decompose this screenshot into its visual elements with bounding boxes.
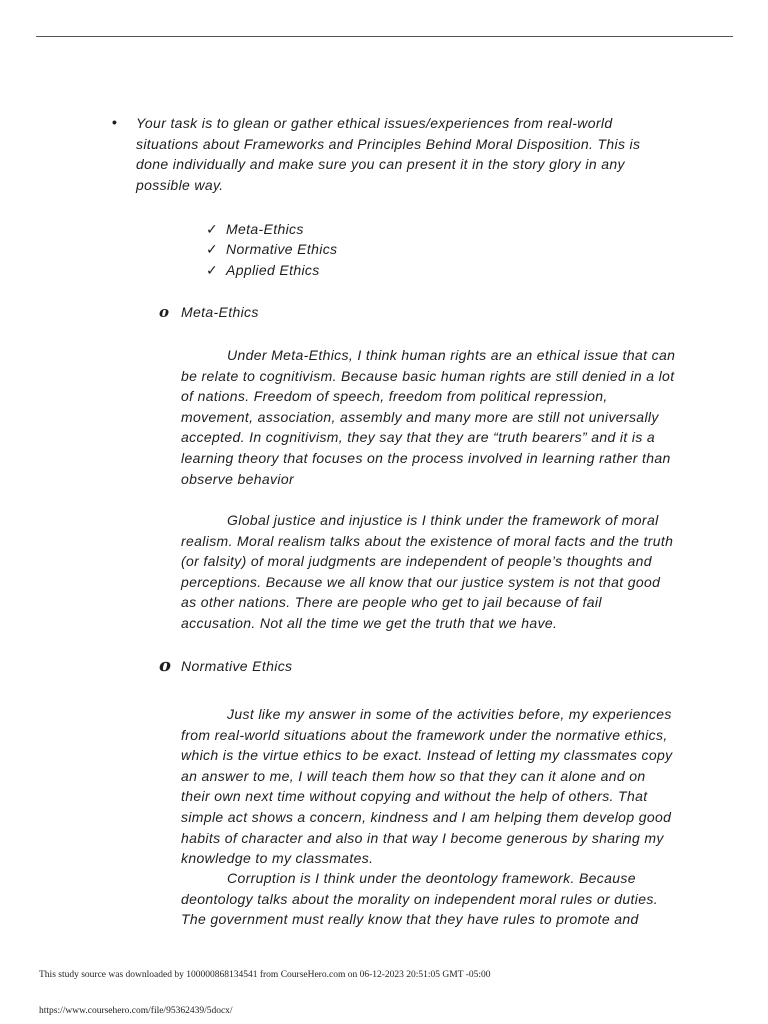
paragraph-global-justice: Global justice and injustice is I think under the framework of moral realism. Moral realism talks about the existence of moral facts and the truth (or falsity) of moral judgments are independent of people’s thoughts and perceptions. Because we all know that our justice system is not that good as other nations. There are people who get to jail because of fail accusation. Not all the time we get the truth that we have. [181, 512, 674, 631]
checklist-item [206, 260, 337, 281]
section-title: Normative Ethics [181, 658, 293, 674]
download-note: This study source was downloaded by 100000868134541 from CourseHero.com on 06-12-2023 20:51:05 GMT -05:00 [39, 970, 491, 980]
section-heading-normative-ethics [159, 656, 292, 677]
paragraph-human-rights: Under Meta-Ethics, I think human rights are an ethical issue that can be relate to cognitivism. Because basic human rights are still denied in a lot of nations. Freedom of speech, freedom from political repression, movement, association, assembly and many more are still not universally accepted. In cognitivism, they say that they are “truth bearers” and it is a learning theory that focuses on the process involved in learning rather than observe behavior [181, 347, 676, 487]
section-heading-meta-ethics [159, 302, 259, 323]
header-rule [36, 36, 733, 37]
checklist-item-label: Normative Ethics [226, 241, 338, 258]
bullet-icon: • [112, 114, 117, 130]
paragraph-corruption: Corruption is I think under the deontology framework. Because deontology talks about the morality on independent moral rules or duties. The government must really know that they have rules to promote and [181, 870, 658, 928]
checklist-item [206, 219, 337, 240]
checklist-item [206, 240, 337, 261]
checklist [206, 219, 337, 281]
checklist-item-label: Applied Ethics [226, 261, 320, 278]
check-mark-icon: ✓ [206, 220, 219, 237]
source-url[interactable]: https://www.coursehero.com/file/95362439/5docx/ [39, 1006, 233, 1016]
task-instructions: Your task is to glean or gather ethical issues/experiences from real-world situations about Frameworks and Principles Behind Moral Disposition. This is done individually and make sure you can present it in the story glory in any possible way. [136, 115, 641, 193]
checklist-item-label: Meta-Ethics [226, 220, 304, 237]
section-marker-icon: o [159, 303, 170, 321]
section-title: Meta-Ethics [181, 304, 259, 320]
check-mark-icon: ✓ [206, 241, 219, 258]
check-mark-icon: ✓ [206, 261, 219, 278]
paragraph-virtue-ethics: Just like my answer in some of the activities before, my experiences from real-world situations about the framework under the normative ethics, which is the virtue ethics to be exact. Instead of letting my classmates copy an answer to me, I will teach them how so that they can it alone and on their own next time without copying and without the help of others. That simple act shows a concern, kindness and I am helping them develop good habits of character and also in that way I become generous by sharing my knowledge to my classmates. [181, 706, 673, 867]
section-marker-icon: o [159, 655, 172, 676]
